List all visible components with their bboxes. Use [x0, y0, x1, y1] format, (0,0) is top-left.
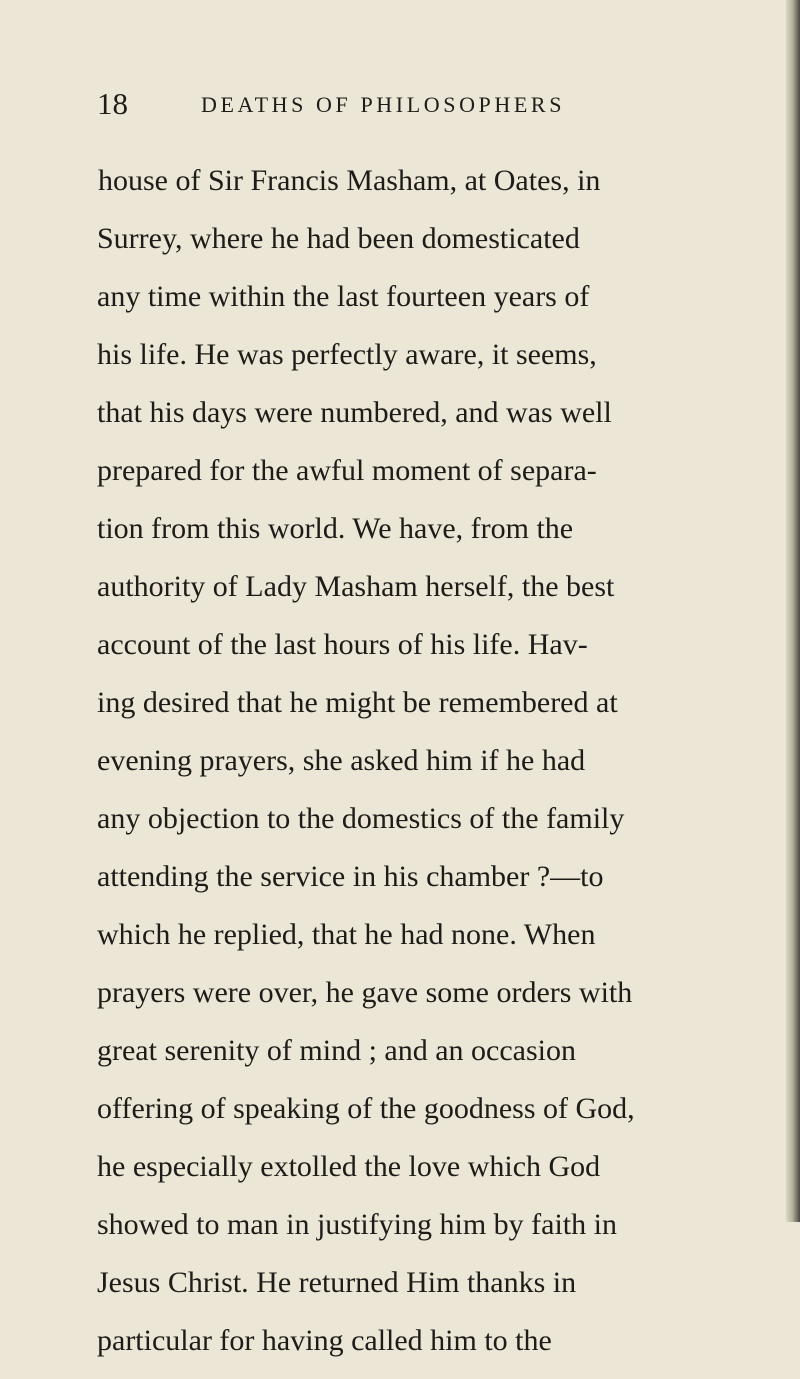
text-line: tion from this world. We have, from the	[97, 512, 574, 545]
text-line: prayers were over, he gave some orders with	[97, 976, 633, 1009]
page-number: 18	[97, 86, 128, 121]
text-line: any time within the last fourteen years of	[97, 280, 590, 313]
text-line: Surrey, where he had been domesticated	[97, 222, 580, 255]
text-line: attending the service in his chamber ?—to	[97, 860, 604, 893]
text-line: great serenity of mind ; and an occasion	[97, 1034, 577, 1067]
text-line: ing desired that he might be remembered at	[97, 686, 618, 719]
body-text	[0, 161, 800, 1379]
text-line: prepared for the awful moment of separa-	[97, 454, 597, 487]
text-line: which he replied, that he had none. When	[97, 918, 596, 951]
text-line: authority of Lady Masham herself, the best	[97, 570, 615, 603]
text-line: any objection to the domestics of the family	[97, 802, 625, 835]
text-line: evening prayers, she asked him if he had	[97, 744, 586, 777]
text-line: account of the last hours of his life. Hav-	[97, 628, 588, 661]
text-line: showed to man in justifying him by faith in	[97, 1208, 617, 1241]
text-line: his life. He was perfectly aware, it seems,	[97, 338, 597, 371]
text-line: Jesus Christ. He returned Him thanks in	[97, 1266, 577, 1299]
text-line: he especially extolled the love which God	[97, 1150, 601, 1183]
text-line: house of Sir Francis Masham, at Oates, in	[98, 164, 601, 197]
text-line: particular for having called him to the	[97, 1324, 552, 1357]
running-title: DEATHS OF PHILOSOPHERS	[201, 92, 566, 117]
page-edge-shadow	[786, 0, 800, 1222]
text-line: that his days were numbered, and was well	[97, 396, 612, 429]
text-line: offering of speaking of the goodness of God,	[97, 1092, 635, 1125]
